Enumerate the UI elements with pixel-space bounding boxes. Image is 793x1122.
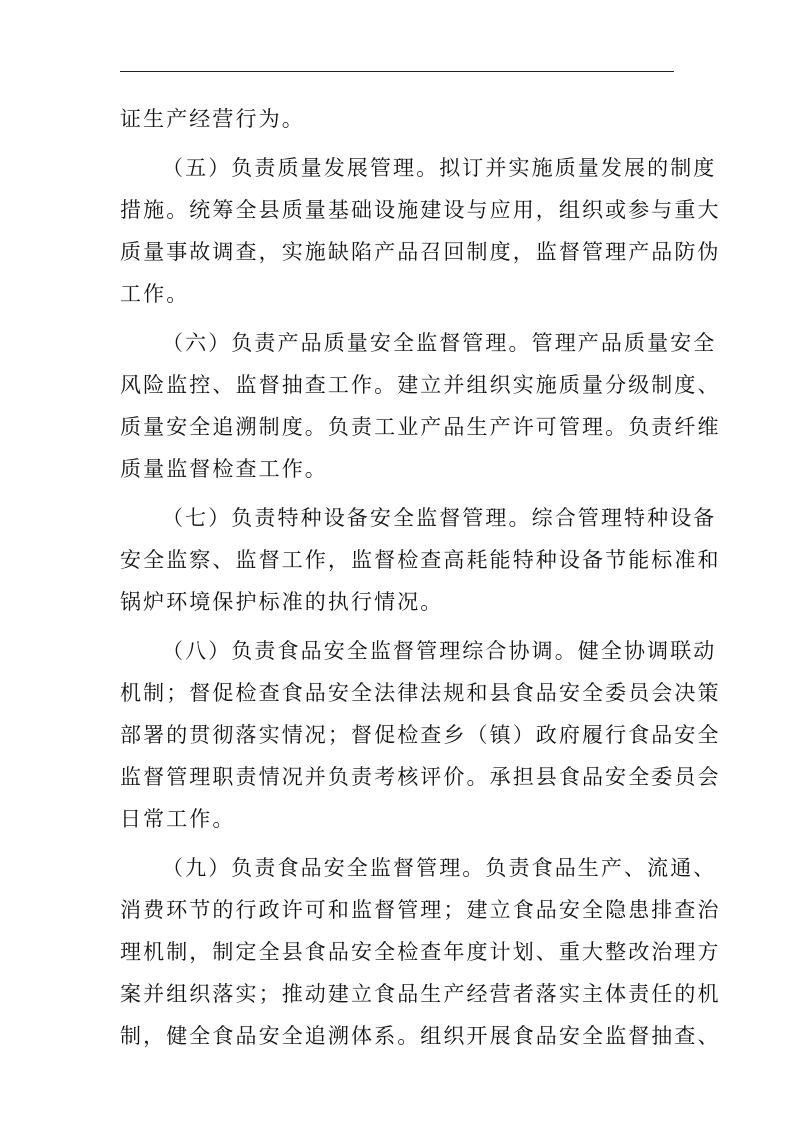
document-body	[120, 98, 721, 1057]
paragraph-item-9	[120, 847, 721, 1057]
text-line: 风险监控、监督抽查工作。建立并组织实施质量分级制度、	[120, 373, 721, 397]
text-line: 锅炉环境保护标准的执行情况。	[120, 590, 444, 614]
paragraph-item-5	[120, 147, 721, 315]
text-line: 消费环节的行政许可和监督管理；建立食品安全隐患排查治	[120, 898, 721, 922]
text-line: 机制；督促检查食品安全法律法规和县食品安全委员会决策	[120, 681, 721, 705]
text-line: （七）负责特种设备安全监督管理。综合管理特种设备	[162, 506, 717, 530]
text-line: 质量安全追溯制度。负责工业产品生产许可管理。负责纤维	[120, 415, 721, 439]
text-line: （九）负责食品安全监督管理。负责食品生产、流通、	[162, 856, 717, 880]
text-line: 安全监察、监督工作，监督检查高耗能特种设备节能标准和	[120, 548, 721, 572]
text-line: 监督管理职责情况并负责考核评价。承担县食品安全委员会	[120, 765, 721, 789]
text-line: 案并组织落实；推动建立食品生产经营者落实主体责任的机	[120, 982, 721, 1006]
text-line: （六）负责产品质量安全监督管理。管理产品质量安全	[162, 331, 717, 355]
text-line: 理机制，制定全县食品安全检查年度计划、重大整改治理方	[120, 940, 721, 964]
text-line: 质量监督检查工作。	[120, 457, 328, 481]
paragraph-continuation	[120, 98, 676, 140]
text-line: 部署的贯彻落实情况；督促检查乡（镇）政府履行食品安全	[120, 723, 721, 747]
text-line: 工作。	[120, 282, 190, 306]
paragraph-item-6	[120, 322, 721, 490]
text-line: 证生产经营行为。	[120, 107, 305, 131]
text-line: 措施。统筹全县质量基础设施建设与应用，组织或参与重大	[120, 198, 721, 222]
paragraph-item-8	[120, 630, 721, 840]
paragraph-item-7	[120, 497, 721, 623]
header-rule	[120, 71, 674, 72]
text-line: （八）负责食品安全监督管理综合协调。健全协调联动	[162, 639, 717, 663]
text-line: 日常工作。	[120, 807, 236, 831]
text-line: 质量事故调查，实施缺陷产品召回制度，监督管理产品防伪	[120, 240, 721, 264]
text-line: （五）负责质量发展管理。拟订并实施质量发展的制度	[162, 156, 717, 180]
text-line: 制，健全食品安全追溯体系。组织开展食品安全监督抽查、	[120, 1024, 721, 1048]
